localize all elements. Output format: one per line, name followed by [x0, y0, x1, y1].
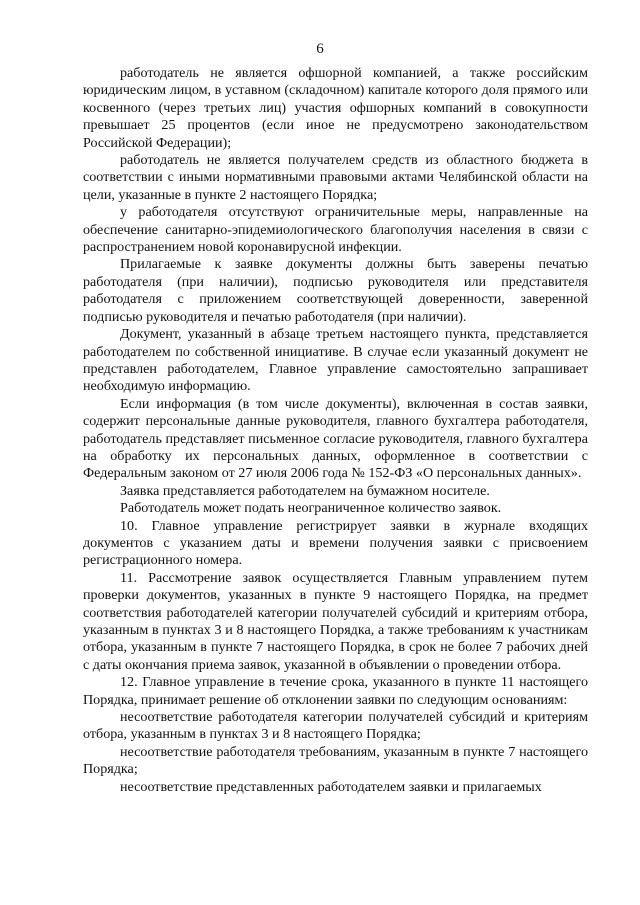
paragraph: Документ, указанный в абзаце третьем настоящего пункта, представляется работодателем по собственной инициативе. В случае если указанный документ не представлен работодателем, Главное управление самостоятельно запрашивает необходимую информацию. [83, 326, 588, 395]
paragraph: 12. Главное управление в течение срока, указанного в пункте 11 настоящего Порядка, принимает решение об отклонении заявки по следующим основаниям: [83, 674, 588, 708]
paragraph: Прилагаемые к заявке документы должны быть заверены печатью работодателя (при наличии), подписью руководителя или представителя работодателя с приложением соответствующей доверенности, заверенной подписью руководителя и печатью работодателя (при наличии). [83, 256, 588, 325]
paragraph: Заявка представляется работодателем на бумажном носителе. [120, 482, 490, 499]
paragraph: у работодателя отсутствуют ограничительные меры, направленные на обеспечение санитарно-эпидемиологического благополучия населения в связи с распространением новой коронавирусной инфекции. [83, 204, 588, 256]
document-body [83, 65, 588, 796]
paragraph: Если информация (в том числе документы), включенная в состав заявки, содержит персональные данные руководителя, главного бухгалтера работодателя, работодатель представляет письменное согласие руководителя, главного бухгалтера на обработку их персональных данных, оформленное в соответствии с Федеральным законом от 27 июля 2006 года № 152-ФЗ «О персональных данных». [83, 395, 588, 482]
paragraph: 11. Рассмотрение заявок осуществляется Главным управлением путем проверки документов, указанных в пункте 9 настоящего Порядка, на предмет соответствия работодателей категории получателей субсидий и критериям отбора, указанным в пунктах 3 и 8 настоящего Порядка, а также требованиям к участникам отбора, указанным в пункте 7 настоящего Порядка, в срок не более 7 рабочих дней с даты окончания приема заявок, указанной в объявлении о проведении отбора. [83, 569, 588, 673]
paragraph: несоответствие представленных работодателем заявки и прилагаемых [120, 778, 542, 795]
paragraph: Работодатель может подать неограниченное количество заявок. [120, 500, 502, 517]
paragraph: работодатель не является получателем средств из областного бюджета в соответствии с иными нормативными правовыми актами Челябинской области на цели, указанные в пункте 2 настоящего Порядка; [83, 152, 588, 203]
paragraph: 10. Главное управление регистрирует заявки в журнале входящих документов с указанием даты и времени получения заявки с присвоением регистрационного номера. [83, 517, 588, 569]
page-number: 6 [316, 41, 324, 57]
paragraph: несоответствие работодателя категории получателей субсидий и критериям отбора, указанным в пунктах 3 и 8 настоящего Порядка; [83, 709, 588, 743]
paragraph: несоответствие работодателя требованиям, указанным в пункте 7 настоящего Порядка; [83, 743, 588, 778]
paragraph: работодатель не является офшорной компанией, а также российским юридическим лицом, в уставном (складочном) капитале которого доля прямого или косвенного (через третьих лиц) участия офшорных компаний в совокупности превышает 25 процентов (если иное не предусмотрено законодательством Российской Федерации); [83, 65, 588, 151]
